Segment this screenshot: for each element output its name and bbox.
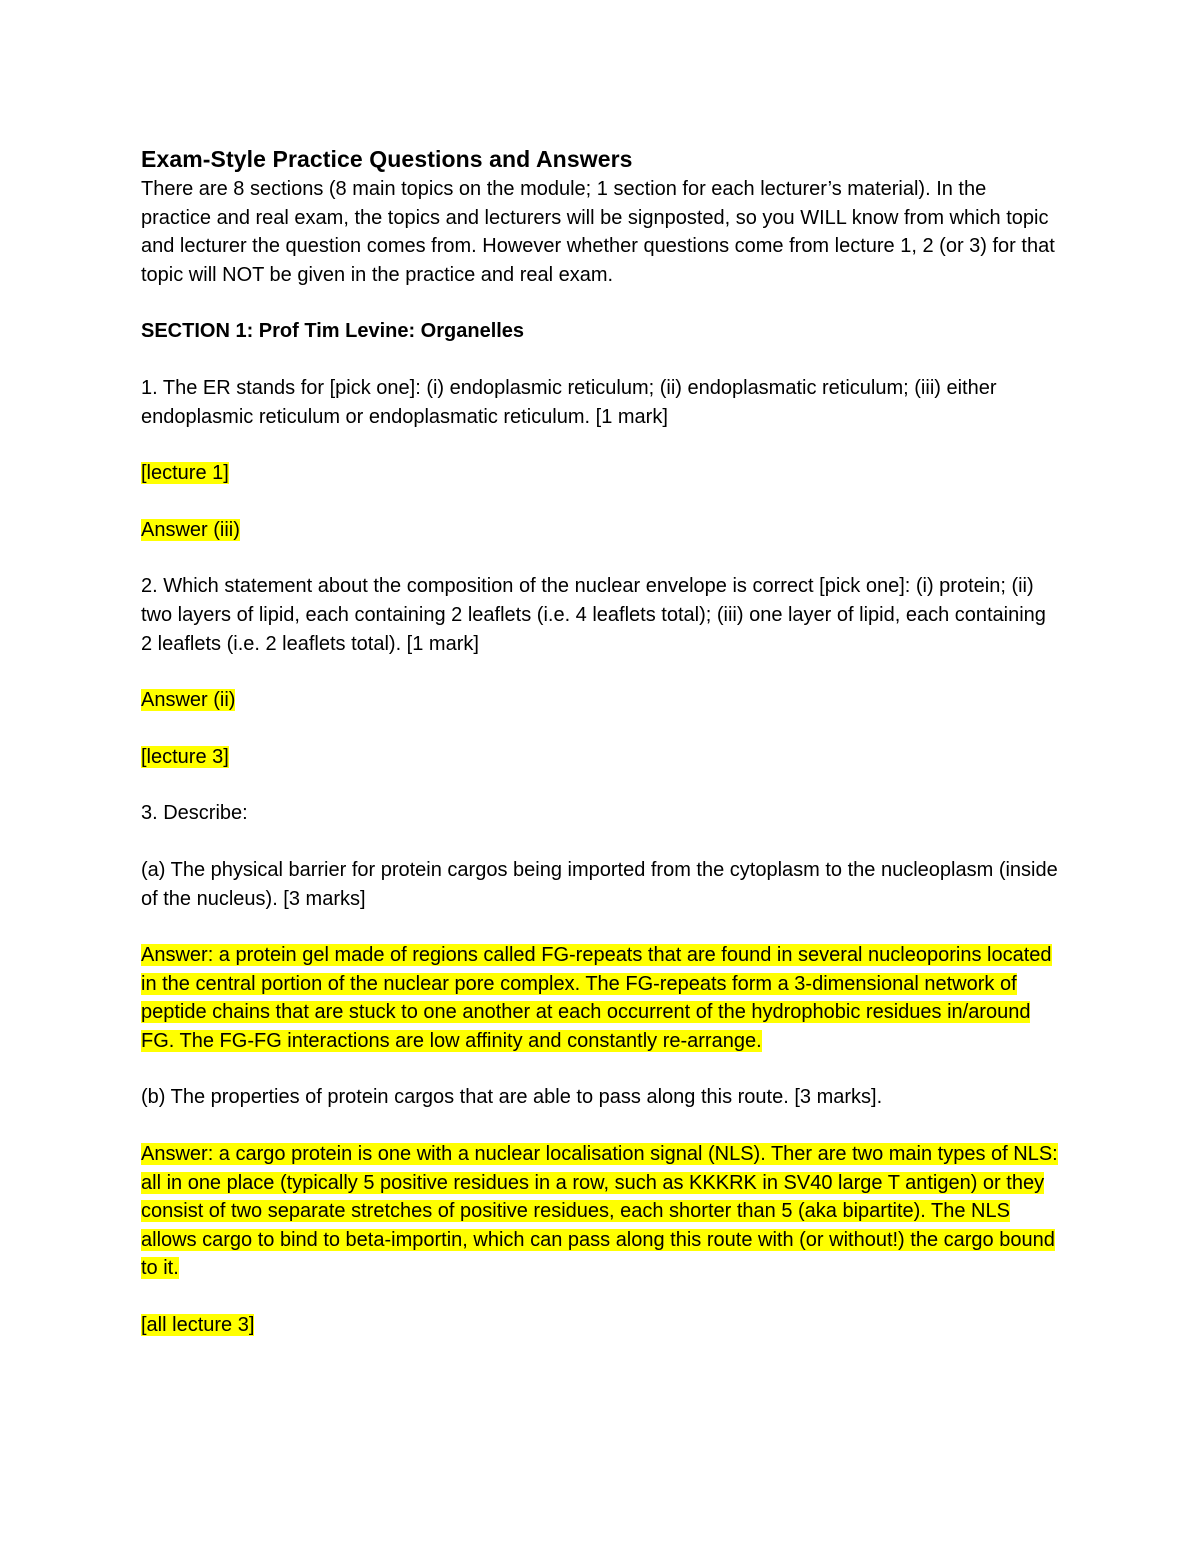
intro-paragraph: There are 8 sections (8 main topics on the module; 1 section for each lecturer’s material). In the practice and real exam, the topics and lecturers will be signposted, so you WILL know from which topic and lecturer the question comes from. However whether questions come from lecture 1, 2 (or 3) for that topic will NOT be given in the practice and real exam.: [141, 178, 1055, 286]
question-3a: (a) The physical barrier for protein cargos being imported from the cytoplasm to the nucleoplasm (inside of the nucleus). [3 marks]: [141, 858, 1058, 910]
q2-lecture-tag: [lecture 3]: [141, 745, 229, 768]
question-2: 2. Which statement about the composition of the nuclear envelope is correct [pick one]: (i) protein; (ii) two layers of lipid, each containing 2 leaflets (i.e. 4 leaflets total); (iii) one layer of lipid, each containing 2 leaflets (i.e. 2 leaflets total). [1 mark]: [141, 575, 1046, 655]
q3-lecture-tag: [all lecture 3]: [141, 1314, 255, 1337]
q3b-answer: Answer: a cargo protein is one with a nuclear localisation signal (NLS). Ther are two main types of NLS: all in one place (typically 5 positive residues in a row, such as KKKRK in SV40 large T antigen) or they consist of two separate stretches of positive residues, each shorter than 5 (aka bipartite). The NLS allows cargo to bind to beta-importin, which can pass along this route with (or without!) the cargo bound to it.: [141, 1143, 1058, 1280]
question-1: 1. The ER stands for [pick one]: (i) endoplasmic reticulum; (ii) endoplasmatic reticulum; (iii) either endoplasmic reticulum or endoplasmatic reticulum. [1 mark]: [141, 376, 997, 428]
question-3-intro: 3. Describe:: [141, 802, 248, 825]
document-body: [141, 143, 1061, 1340]
q3a-answer: Answer: a protein gel made of regions called FG-repeats that are found in several nucleoporins located in the central portion of the nuclear pore complex. The FG-repeats form a 3-dimensional network of peptide chains that are stuck to one another at each occurrent of the hydrophobic residues in/around FG. The FG-FG interactions are low affinity and constantly re-arrange.: [141, 944, 1052, 1052]
q1-answer: Answer (iii): [141, 518, 240, 541]
question-3b: (b) The properties of protein cargos that are able to pass along this route. [3 marks].: [141, 1086, 883, 1109]
section-heading: SECTION 1: Prof Tim Levine: Organelles: [141, 320, 525, 343]
q2-answer: Answer (ii): [141, 689, 236, 712]
document-title: Exam-Style Practice Questions and Answers: [141, 146, 633, 172]
q1-lecture-tag: [lecture 1]: [141, 462, 229, 485]
